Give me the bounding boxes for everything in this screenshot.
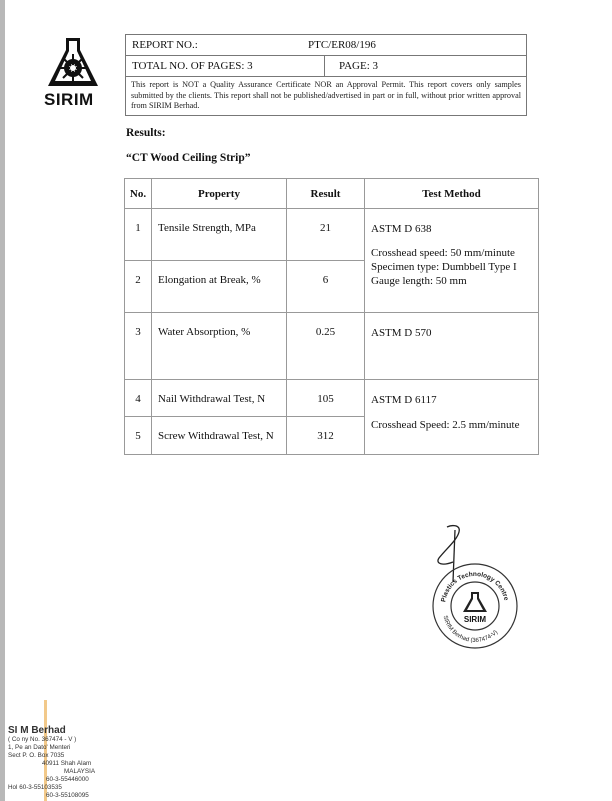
report-no-value: PTC/ER08/196	[308, 39, 376, 51]
results-table	[124, 178, 539, 455]
method-standard: ASTM D 638	[371, 223, 432, 235]
seal-top-path: Plastics Technology Centre	[440, 570, 510, 603]
table-row	[125, 380, 539, 417]
footer-line: MALAYSIA	[64, 768, 96, 775]
sirim-flask-icon	[44, 36, 102, 88]
sample-title: “CT Wood Ceiling Strip”	[126, 152, 251, 164]
footer-line: 40911 Shah Alam	[42, 760, 92, 767]
method-gauge: Gauge length: 50 mm	[371, 275, 467, 287]
footer-address	[8, 736, 128, 800]
row-result: 21	[287, 209, 365, 261]
row-no: 4	[125, 380, 152, 417]
row-no: 5	[125, 417, 152, 455]
report-no-label: REPORT NO.:	[132, 39, 198, 51]
row-result: 312	[287, 417, 365, 455]
table-row	[125, 313, 539, 380]
row-property: Tensile Strength, MPa	[152, 209, 287, 261]
row-test-method	[365, 380, 539, 455]
method-standard: ASTM D 6117	[371, 394, 437, 406]
logo-text: SIRIM	[44, 90, 94, 109]
method-speed: Crosshead speed: 50 mm/minute	[371, 247, 515, 259]
row-property: Elongation at Break, %	[152, 261, 287, 313]
row-test-method	[365, 313, 539, 380]
header-result: Result	[287, 179, 365, 209]
header-property: Property	[152, 179, 287, 209]
footer-line: 60-3-55108095	[46, 792, 89, 799]
signature-stamp	[425, 522, 525, 662]
header-test-method: Test Method	[365, 179, 539, 209]
pages-row	[126, 56, 526, 77]
footer-line: Sect P. O. Box 7035	[8, 752, 65, 759]
row-no: 1	[125, 209, 152, 261]
scan-edge	[0, 0, 5, 801]
footer-line: 60-3-55446000	[46, 776, 89, 783]
row-property: Water Absorption, %	[152, 313, 287, 380]
sirim-logo	[44, 36, 106, 110]
footer-line: Hol 60-3-55103535	[8, 784, 62, 791]
company-footer	[8, 725, 128, 800]
report-no-row	[126, 35, 526, 56]
page-label: PAGE:	[339, 60, 370, 72]
total-pages-value: 3	[247, 60, 253, 72]
seal-center-text: SIRIM	[463, 615, 487, 624]
table-row	[125, 209, 539, 261]
row-no: 2	[125, 261, 152, 313]
total-pages-label: TOTAL NO. OF PAGES:	[132, 60, 245, 72]
disclaimer: This report is NOT a Quality Assurance Certificate NOR an Approval Permit. This report covers only samples submitted by the clients. This report shall not be published/advertised in part or in full, without prior written approval from SIRIM Berhad.	[131, 80, 521, 110]
row-no: 3	[125, 313, 152, 380]
report-header	[125, 34, 527, 116]
footer-line: ( Co ny No. 367474 - V )	[8, 736, 77, 743]
row-property: Screw Withdrawal Test, N	[152, 417, 287, 455]
results-heading: Results:	[126, 127, 166, 139]
row-result: 105	[287, 380, 365, 417]
row-property: Nail Withdrawal Test, N	[152, 380, 287, 417]
method-standard: ASTM D 570	[371, 327, 432, 339]
row-result: 6	[287, 261, 365, 313]
total-pages	[126, 56, 325, 76]
page-value: 3	[372, 60, 379, 72]
footer-line: 1, Pe an Dato' Menteri	[8, 744, 71, 751]
row-result: 0.25	[287, 313, 365, 380]
method-specimen: Specimen type: Dumbbell Type I	[371, 261, 517, 273]
table-header-row	[125, 179, 539, 209]
footer-company-name: SI M Berhad	[8, 725, 66, 736]
seal-bottom-path: SIRIM Berhad (367474-V)	[441, 614, 500, 645]
page-number	[325, 60, 378, 72]
method-speed: Crosshead Speed: 2.5 mm/minute	[371, 419, 520, 431]
company-seal	[431, 562, 519, 650]
header-no: No.	[125, 179, 152, 209]
row-test-method	[365, 209, 539, 313]
